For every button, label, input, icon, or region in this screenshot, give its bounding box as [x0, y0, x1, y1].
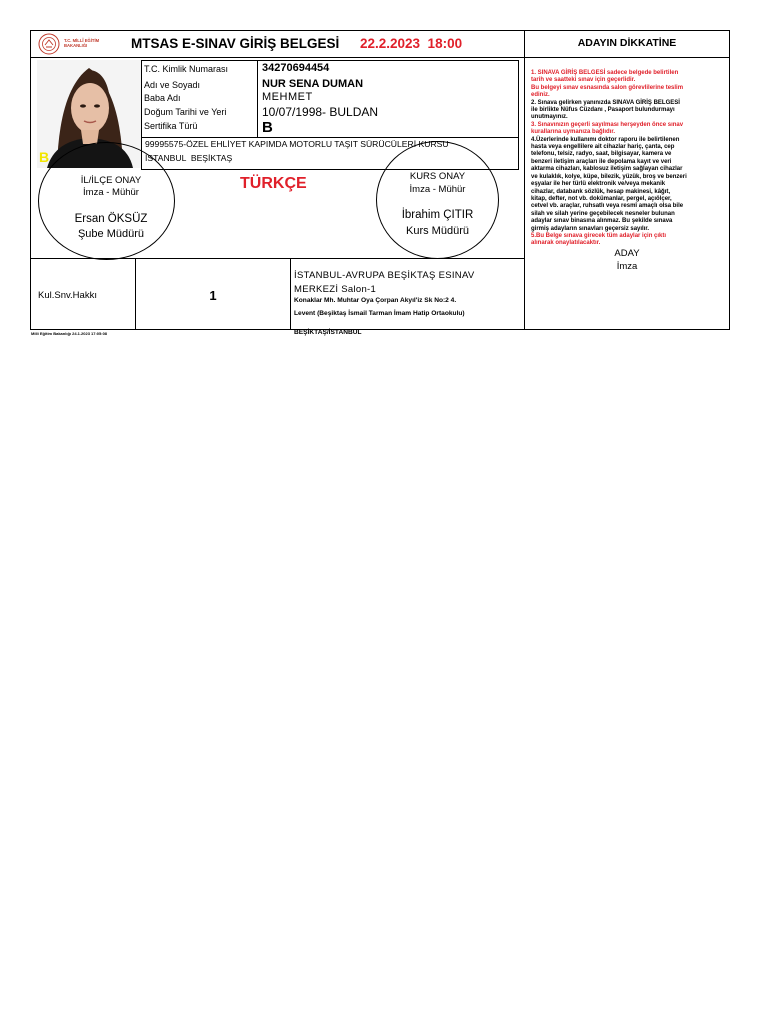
birth-label: Doğum Tarihi ve Yeri [144, 107, 227, 117]
info-course-divider [141, 137, 519, 138]
il-approval-role: Şube Müdürü [77, 228, 145, 240]
course-approval-name: İbrahim ÇITIR [401, 209, 474, 221]
exam-center-city: BEŞİKTAŞ/İSTANBUL [294, 329, 362, 336]
attention-note-4: 4.Üzerlerinde kullanımı doktor raporu ile belirtilenen hasta veya engellilere ait cihazlar hariç, çanta, cep telefonu, telsiz, radyo, saat, bilgisayar, kamera ve benzeri iletişim araçları ile depolama kayıt ve veri aktarma cihazları, kablosuz iletişim sağlayan cihazlar ve kulaklık, kolye, küpe, bilezik, yüzük, broş ve benzeri eşyalar ile her türlü elektronik ve/veya mekanik cihazlar, databank sözlük, hesap makinesi, kâğıt, kitap, defter, not vb. dokümanlar, pergel, açıölçer, cetvel vb. araçlar, ruhsatlı veya resmî amaçlı olsa bile silah ve silah yerine geçebilecek nesneler bulunan adaylar sınav binasına alınmaz. Bu şekilde sınava girmiş adayların sınavları geçersiz sayılır. [531, 136, 687, 232]
course-approval-stamp-circle [376, 141, 499, 259]
attention-header-divider [524, 57, 730, 58]
candidate-signature-title: ADAY [614, 248, 640, 259]
usage-label: Kul.Snv.Hakkı [38, 290, 97, 301]
exam-center-address-1: Konaklar Mh. Muhtar Oya Çorpan Akyıl'iz Sk No:2 4. [294, 297, 457, 304]
attention-note-1: 1. SINAVA GİRİŞ BELGESİ sadece belgede belirtilen tarih ve saatteki sınav için geçerlidir. [531, 70, 679, 84]
bottom-col-divider-2 [290, 258, 291, 330]
course-approval-sub: İmza - Mühür [409, 184, 466, 195]
attention-title: ADAYIN DİKKATİNE [577, 37, 677, 49]
exam-language: TÜRKÇE [240, 175, 307, 192]
header-divider [30, 57, 525, 58]
tc-label: T.C. Kimlik Numarası [144, 64, 229, 74]
course-name: 99995575-ÖZEL EHLİYET KAPIMDA MOTORLU TAŞIT SÜRÜCÜLERİ KURSU [145, 139, 449, 149]
father-value: MEHMET [262, 91, 313, 103]
exam-center-name: İSTANBUL-AVRUPA BEŞİKTAŞ ESINAV [294, 270, 475, 281]
photo-badge: B [39, 149, 50, 165]
ministry-logo [36, 33, 106, 55]
logo-text: T.C. MİLLÎ EĞİTİM BAKANLIĞI [64, 38, 100, 48]
il-approval-name: Ersan ÖKSÜZ [74, 213, 148, 225]
bottom-section-divider [30, 258, 525, 259]
attention-note-3: 3. Sınavınızın geçerli sayılması herşeyden önce sınav kurallarına uymanıza bağlıdır. [531, 121, 684, 136]
cert-value: B [262, 119, 273, 136]
candidate-signature-sub: İmza [616, 261, 638, 272]
father-label: Baba Adı [144, 93, 181, 103]
name-label: Adı ve Soyadı [144, 80, 201, 90]
il-approval-title: İL/İLÇE ONAY [80, 175, 142, 186]
info-column-divider [257, 60, 258, 137]
exam-center-address-3 [294, 321, 514, 336]
birth-value: 10/07/1998- BULDAN [262, 105, 379, 119]
footer-stamp: Milli Eğitim Bakanlığı 24.1.2023 17:05:08 [31, 331, 108, 336]
course-location: İSTANBUL BEŞİKTAŞ [145, 153, 233, 163]
attention-note-5: 5.Bu Belge sınava girecek tüm adaylar için çıktı alınarak onaylatılacaktır. [531, 232, 667, 247]
tc-value: 34270694454 [262, 62, 330, 74]
course-approval-role: Kurs Müdürü [406, 225, 469, 237]
cert-label: Sertifika Türü [144, 121, 198, 131]
il-approval-stamp-circle [38, 142, 175, 260]
exam-center-hall: MERKEZİ Salon-1 [294, 284, 377, 295]
exam-datetime: 22.2.2023 18:00 [360, 36, 463, 51]
name-value: NUR SENA DUMAN [262, 78, 364, 90]
page-title: MTSAS E-SINAV GİRİŞ BELGESİ [131, 36, 340, 51]
ministry-emblem-icon [36, 33, 62, 55]
attention-note-2: 2. Sınava gelirken yanınızda SINAVA GİRİŞ BELGESİ ile birlikte Nüfus Cüzdanı , Pasaport bulundurmayı unutmayınız. [531, 99, 680, 121]
usage-value: 1 [209, 288, 217, 303]
il-approval-sub: İmza - Mühür [83, 187, 139, 198]
exam-center-address-2: Levent (Beşiktaş İsmail Tarman İmam Hatip Ortaokulu) [294, 310, 465, 317]
course-approval-title: KURS ONAY [409, 171, 466, 182]
attention-note-1b: Bu belgeyi sınav esnasında salon görevlilerine teslim ediniz. [531, 84, 684, 99]
attention-notes [531, 70, 687, 248]
